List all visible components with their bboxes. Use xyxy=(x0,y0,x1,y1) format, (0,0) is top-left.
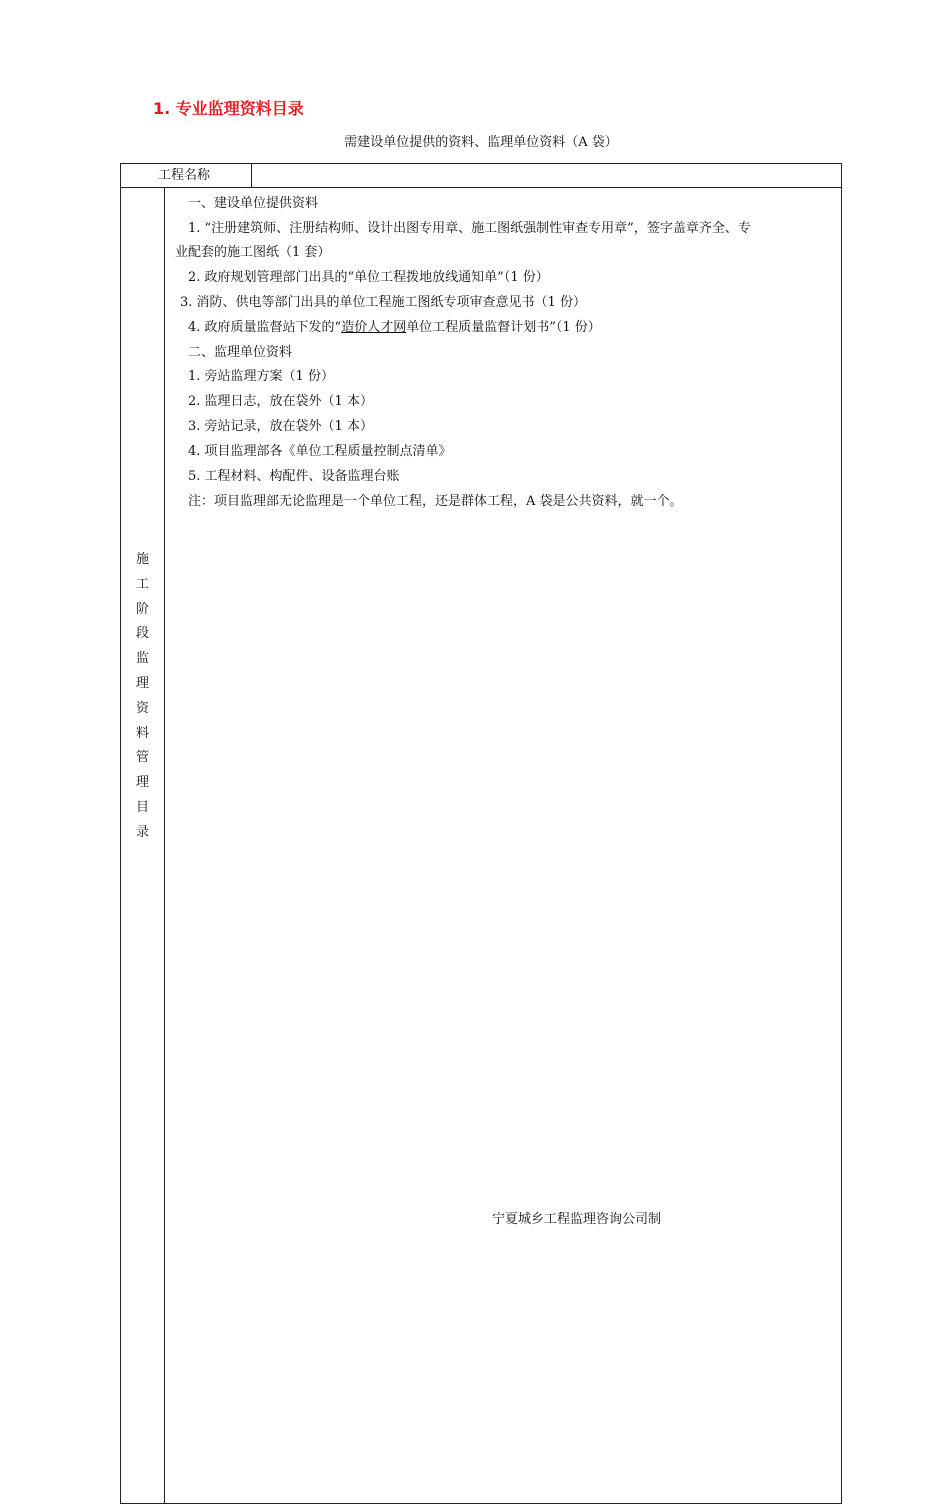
side-label-column xyxy=(121,188,165,1504)
section1-title: 一、建设单位提供资料 xyxy=(188,196,319,211)
section2-title: 二、监理单位资料 xyxy=(188,345,293,360)
side-label-char: 阶 xyxy=(135,601,149,617)
project-name-label: 工程名称 xyxy=(121,164,252,187)
side-label-char: 工 xyxy=(135,576,149,592)
item4-suffix: 单位工程质量监督计划书”（1 份） xyxy=(406,320,601,335)
catalog-content xyxy=(165,188,841,1504)
side-label-char: 施 xyxy=(135,552,149,567)
side-label-char: 料 xyxy=(135,725,149,741)
note: 注：项目监理部无论监理是一个单位工程，还是群体工程，A 袋是公共资料，就一个。 xyxy=(188,494,683,509)
s2-item5: 5. 工程材料、构配件、设备监理台账 xyxy=(188,469,400,484)
s2-item4: 4. 项目监理部各《单位工程质量控制点清单》 xyxy=(188,444,452,459)
side-label-char: 录 xyxy=(135,824,149,840)
item3: 3. 消防、供电等部门出具的单位工程施工图纸专项审查意见书（1 份） xyxy=(180,295,586,310)
s2-item2: 2. 监理日志，放在袋外（1 本） xyxy=(188,394,373,409)
s2-item3: 3. 旁站记录，放在袋外（1 本） xyxy=(188,419,373,434)
document-subtitle: 需建设单位提供的资料、监理单位资料（A 袋） xyxy=(344,135,618,150)
project-name-value[interactable] xyxy=(252,164,841,187)
side-label-char: 资 xyxy=(135,700,149,716)
side-label-char: 段 xyxy=(135,626,149,642)
item1-line1: 1. “注册建筑师、注册结构师、设计出图专用章、施工图纸强制性审查专用章”，签字盖章齐全、专 xyxy=(188,221,751,236)
project-name-row xyxy=(121,164,841,188)
side-label-char: 理 xyxy=(135,775,149,791)
item4-prefix: 4. 政府质量监督站下发的“ xyxy=(188,320,342,335)
side-label-char: 管 xyxy=(135,750,149,766)
s2-item1: 1. 旁站监理方案（1 份） xyxy=(188,369,334,384)
item4 xyxy=(188,318,601,338)
side-label-char: 理 xyxy=(135,675,149,691)
side-label-char: 监 xyxy=(135,651,149,667)
vertical-side-label xyxy=(121,548,164,846)
footer-company: 宁夏城乡工程监理咨询公司制 xyxy=(492,1212,662,1227)
section-heading: 1. 专业监理资料目录 xyxy=(153,99,304,118)
side-label-char: 目 xyxy=(135,799,149,815)
item2: 2. 政府规划管理部门出具的“单位工程拨地放线通知单”（1 份） xyxy=(188,270,549,285)
catalog-table xyxy=(120,163,842,1504)
item1-line2: 业配套的施工图纸（1 套） xyxy=(175,245,331,260)
item4-link[interactable]: 造价人才网 xyxy=(341,320,407,335)
